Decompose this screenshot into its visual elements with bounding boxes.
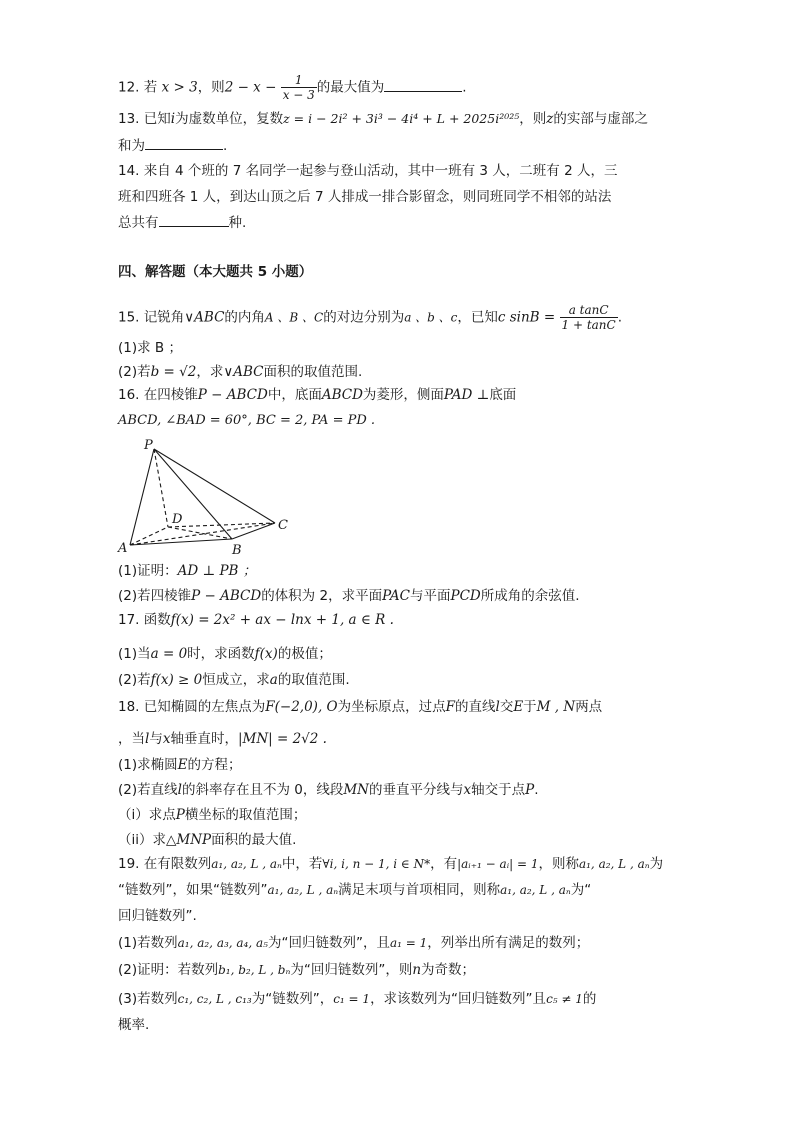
q18-x: x — [463, 782, 472, 798]
q17-a-symbol: a — [269, 672, 278, 688]
q12-condition: x > 3 — [161, 79, 198, 96]
q19-text: (2)证明：若数列 — [118, 962, 219, 978]
q18-mn-length: |MN| = 2√2 . — [237, 731, 327, 747]
label-D: D — [172, 512, 183, 527]
q16-text: 与平面 — [410, 588, 451, 604]
question-14-line-3 — [118, 212, 246, 233]
q19-part-3 — [118, 989, 596, 1009]
q18-text: 交 — [499, 699, 514, 715]
q18-text: 为坐标原点，过点 — [337, 699, 446, 715]
question-15-line-1 — [118, 303, 622, 332]
q19-text: 中，若 — [281, 856, 323, 872]
q16-text: 所成角的余弦值. — [480, 588, 580, 604]
label-B: B — [232, 543, 242, 558]
q19-part-2 — [118, 960, 475, 980]
q18-text: 的垂直平分线与 — [368, 782, 464, 798]
q15-text: ，已知 — [457, 309, 498, 326]
q19-text: 满足末项与首项相同，则称 — [338, 882, 501, 898]
q18-text: （i）求点 — [118, 807, 176, 823]
q13-text: 的实部与虚部之 — [553, 111, 648, 127]
q15-triangle: ∨ABC — [184, 309, 225, 326]
question-13-line-2 — [118, 135, 227, 156]
q18-text: 两点 — [575, 699, 603, 715]
q18-l: l — [145, 731, 150, 747]
question-19-line-1 — [118, 854, 663, 874]
q18-text: (2)若直线 — [118, 782, 178, 798]
q18-P: P — [175, 807, 185, 823]
q15-end: . — [617, 309, 623, 326]
q18-MN: M , N — [536, 699, 576, 715]
q19-sequence: c₁, c₂, L , c₁₃ — [177, 992, 252, 1006]
question-16-line-1 — [118, 385, 516, 405]
q15-fraction-numerator: a tanC — [560, 303, 618, 318]
q15-text: 面积的取值范围. — [263, 364, 363, 380]
label-P: P — [144, 438, 153, 453]
q19-condition: a₁ = 1 — [389, 936, 428, 950]
q13-z-symbol: z — [546, 111, 554, 127]
q17-condition: f(x) ≥ 0 — [150, 672, 203, 688]
q18-text: 的方程； — [187, 757, 242, 773]
q15-fraction — [560, 303, 618, 332]
q18-x: x — [162, 731, 171, 747]
q12-expression: 2 − x − — [224, 79, 277, 96]
question-19-line-3: 回归链数列”. — [118, 908, 197, 924]
q18-text: ，当 — [118, 731, 145, 747]
q19-last-line: 概率. — [118, 1017, 150, 1033]
edge-AB — [130, 539, 232, 545]
q17-text: 17. 函数 — [118, 612, 171, 628]
q19-text: 为“回归链数列”，且 — [267, 935, 390, 951]
edge-AD — [130, 527, 168, 545]
q16-statement: AD ⊥ PB ； — [177, 563, 257, 579]
question-13-line-1 — [118, 109, 648, 129]
q15-text: 15. 记锐角 — [118, 309, 185, 326]
q14-text: 总共有 — [118, 215, 159, 231]
q18-part-2-i — [118, 805, 306, 825]
label-C: C — [278, 518, 288, 533]
question-14-line-1: 14. 来自 4 个班的 7 名同学一起参与登山活动，其中一班有 3 人，二班有 2 人，三 — [118, 163, 618, 179]
q17-text: 的极值； — [277, 646, 332, 662]
q19-sequence: a₁, a₂, L , aₙ — [267, 883, 339, 897]
q15-angles: A 、B 、C — [264, 310, 324, 325]
q19-text: ，则称 — [538, 856, 579, 872]
q18-F: F — [445, 699, 455, 715]
q16-text: 为菱形，侧面 — [362, 387, 444, 403]
diagonal-DB — [168, 527, 232, 539]
question-18-line-2 — [118, 729, 327, 749]
q15-triangle: ∨ABC — [223, 364, 264, 380]
q18-l: l — [495, 699, 500, 715]
q12-end: . — [462, 79, 467, 96]
q18-l: l — [177, 782, 182, 798]
q19-text: (1)若数列 — [118, 935, 178, 951]
q13-text: ，则 — [519, 111, 547, 127]
q18-part-2-ii — [118, 830, 296, 850]
q17-text: (1)当 — [118, 646, 151, 662]
q18-text: (1)求椭圆 — [118, 757, 178, 773]
q19-text: “链数列”，如果“链数列” — [118, 882, 268, 898]
edge-PA — [130, 449, 154, 545]
q19-sequence: a₁, a₂, L , aₙ — [211, 857, 282, 871]
q16-text: 底面 — [489, 387, 517, 403]
q18-part-2 — [118, 780, 539, 800]
q15-part-2 — [118, 362, 362, 382]
question-12 — [118, 73, 467, 102]
q19-condition: c₁ = 1 — [333, 992, 371, 1006]
q12-fraction — [281, 73, 317, 102]
q12-fraction-numerator: 1 — [281, 73, 317, 88]
q15-text: (2)若 — [118, 364, 151, 380]
question-17 — [118, 610, 394, 630]
q15-given-lhs: c sinB = — [497, 309, 556, 326]
q19-text: 为 — [649, 856, 664, 872]
q18-text: 18. 已知椭圆的左焦点为 — [118, 699, 266, 715]
q19-sequence: a₁, a₂, L , aₙ — [500, 883, 571, 897]
q16-plane-pcd: PCD — [450, 588, 481, 604]
q12-text: ，则 — [197, 79, 225, 96]
q18-focus: F(−2,0), O — [265, 699, 338, 715]
q19-sequence: b₁, b₂, L , bₙ — [218, 963, 291, 977]
q16-text: 的体积为 2，求平面 — [261, 588, 383, 604]
q16-pyramid: P − ABCD — [197, 387, 268, 403]
q18-E: E — [177, 757, 188, 773]
q18-MN: MN — [343, 782, 369, 798]
q18-text: 横坐标的取值范围； — [184, 807, 307, 823]
q18-text: 面积的最大值. — [211, 832, 297, 848]
q18-text: 轴交于点 — [471, 782, 526, 798]
q18-P: P — [525, 782, 535, 798]
q14-text: 种. — [228, 215, 247, 231]
q18-text: （ii）求 — [118, 832, 167, 848]
q19-text: ，有 — [430, 856, 458, 872]
q17-part-1 — [118, 644, 332, 664]
q19-condition: c₅ ≠ 1 — [546, 992, 583, 1006]
q19-text: 19. 在有限数列 — [118, 856, 212, 872]
q18-triangle: △MNP — [166, 832, 212, 848]
q18-part-1 — [118, 755, 241, 775]
q17-text: 的取值范围. — [277, 672, 350, 688]
q16-text: 16. 在四棱锥 — [118, 387, 198, 403]
q19-part-1 — [118, 933, 589, 953]
q16-plane-pac: PAC — [382, 588, 411, 604]
q19-text: 为奇数； — [421, 962, 476, 978]
q17-text: 恒成立，求 — [202, 672, 270, 688]
q16-base: ABCD — [321, 387, 363, 403]
q19-text: 的 — [582, 991, 597, 1007]
edge-BC — [232, 523, 275, 539]
q12-number: 12. — [118, 79, 140, 96]
question-19-line-2 — [118, 880, 591, 900]
q15-part-1: (1)求 B ； — [118, 340, 182, 356]
label-A: A — [118, 541, 128, 556]
q17-text: 时，求函数 — [187, 646, 255, 662]
q18-text: 轴垂直时， — [170, 731, 238, 747]
q16-pyramid: P − ABCD — [191, 588, 262, 604]
question-16-line-2: ABCD, ∠BAD = 60°, BC = 2, PA = PD . — [118, 413, 376, 428]
q12-text: 的最大值为 — [316, 79, 385, 96]
q19-sequence: a₁, a₂, L , aₙ — [578, 857, 650, 871]
q15-fraction-denominator: 1 + tanC — [561, 318, 616, 332]
q17-condition: a = 0 — [150, 646, 188, 662]
q17-function: f(x) = 2x² + ax − lnx + 1, a ∈ R . — [170, 612, 394, 628]
q13-text: 13. 已知 — [118, 111, 171, 127]
q19-sequence: a₁, a₂, a₃, a₄, a₅ — [177, 936, 268, 950]
q15-text: 的内角 — [224, 309, 265, 326]
q17-f: f(x) — [254, 646, 278, 662]
q19-text: ，列举出所有满足的数列； — [427, 935, 590, 951]
q13-text: 和为 — [118, 138, 145, 154]
q18-text: 的斜率存在且不为 0，线段 — [181, 782, 344, 798]
q16-face: PAD ⊥ — [443, 387, 490, 403]
q19-n: n — [412, 962, 422, 978]
q18-end: . — [534, 782, 539, 798]
q16-text: (2)若四棱锥 — [118, 588, 192, 604]
section-4-heading: 四、解答题（本大题共 5 小题） — [118, 264, 313, 280]
q16-part-1 — [118, 561, 256, 581]
q15-text: 的对边分别为 — [323, 309, 405, 326]
q12-fraction-denominator: x − 3 — [282, 88, 315, 102]
edge-PD — [154, 449, 168, 527]
q13-imaginary-unit: i — [170, 111, 176, 127]
q19-text: 为“ — [570, 882, 592, 898]
q18-text: 于 — [523, 699, 537, 715]
q16-text: (1)证明： — [118, 563, 178, 579]
q16-text: 中，底面 — [267, 387, 322, 403]
q13-answer-blank[interactable] — [145, 135, 223, 150]
q14-answer-blank[interactable] — [159, 212, 229, 227]
q16-part-2 — [118, 586, 580, 606]
q12-text: 若 — [143, 79, 158, 96]
q19-text: 为“回归链数列”，则 — [290, 962, 413, 978]
q19-text: (3)若数列 — [118, 991, 178, 1007]
q18-E: E — [513, 699, 524, 715]
pyramid-figure — [110, 435, 300, 560]
q17-text: (2)若 — [118, 672, 151, 688]
q19-abs: |aᵢ₊₁ − aᵢ| = 1 — [457, 857, 539, 871]
q12-answer-blank[interactable] — [384, 77, 462, 92]
q19-text: 为“链数列”， — [251, 991, 334, 1007]
q18-text: 的直线 — [454, 699, 496, 715]
q17-part-2 — [118, 670, 350, 690]
q13-end: . — [223, 138, 228, 154]
q15-text: ，求 — [196, 364, 224, 380]
question-18-line-1 — [118, 697, 602, 717]
q19-condition: ∀i, i, n − 1, i ∈ N* — [322, 857, 431, 871]
q13-text: 为虚数单位，复数 — [175, 111, 284, 127]
q18-text: 与 — [149, 731, 163, 747]
q13-complex-expression: z = i − 2i² + 3i³ − 4i⁴ + L + 2025i²⁰²⁵ — [283, 111, 520, 126]
q15-condition: b = √2 — [150, 364, 197, 380]
question-14-line-2: 班和四班各 1 人，到达山顶之后 7 人排成一排合影留念，则同班同学不相邻的站法 — [118, 189, 612, 205]
q19-text: ，求该数列为“回归链数列”且 — [370, 991, 547, 1007]
q15-sides: a 、b 、c — [404, 310, 458, 325]
